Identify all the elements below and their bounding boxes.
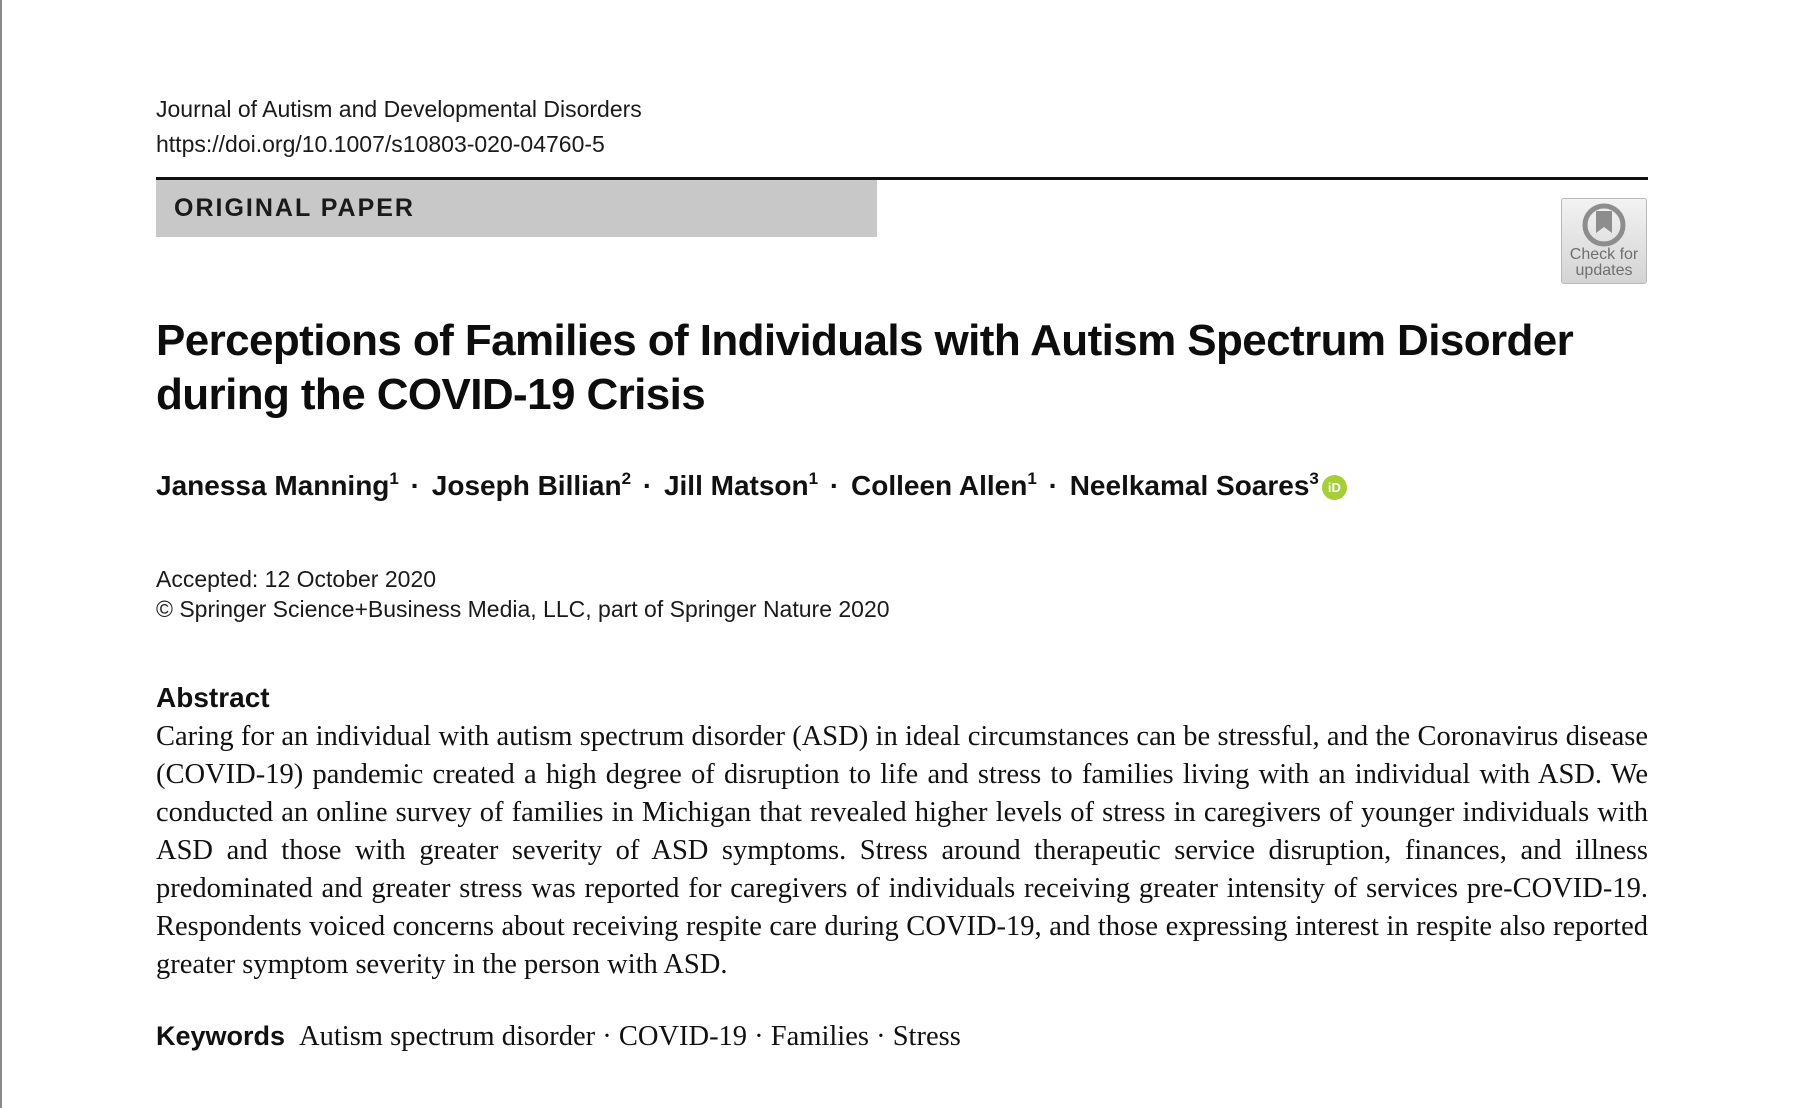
author-name[interactable]: Janessa Manning <box>156 470 390 501</box>
article-type-band: ORIGINAL PAPER <box>156 180 877 237</box>
orcid-icon[interactable]: iD <box>1322 475 1347 500</box>
author-separator: · <box>410 470 420 501</box>
author-name[interactable]: Colleen Allen <box>851 470 1028 501</box>
author-separator: · <box>642 470 653 501</box>
keywords-label: Keywords <box>156 1021 286 1051</box>
author-name[interactable]: Jill Matson <box>663 470 809 501</box>
article-title: Perceptions of Families of Individuals with Autism Spectrum Disorder during the COVID-19 Crisis <box>156 316 1574 419</box>
abstract-text: Caring for an individual with autism spectrum disorder (ASD) in ideal circumstances can be stressful, and the Coronavirus disease (COVID-19) pandemic created a high degree of disruption to life and stress to families living with an individual with ASD. We conducted an online survey of families in Michigan that revealed higher levels of stress in caregivers of younger individuals with ASD and those with greater severity of ASD symptoms. Stress around therapeutic service disruption, finances, and illness predominated and greater stress was reported for caregivers of individuals receiving greater intensity of services pre-COVID-19. Respondents voiced concerns about receiving respite care during COVID-19, and those expressing interest in respite also reported greater symptom severity in the person with ASD. <box>156 721 1648 980</box>
author-separator: · <box>829 470 840 501</box>
affiliation-marker: 1 <box>808 469 819 488</box>
check-for-updates-line1: Check for <box>1569 246 1639 263</box>
keywords-list: Autism spectrum disorder · COVID-19 · Families · Stress <box>299 1021 961 1052</box>
page-edge-divider <box>0 0 2 1108</box>
affiliation-marker: 1 <box>389 469 399 488</box>
keywords-line <box>156 1018 961 1055</box>
author-name[interactable]: Neelkamal Soares <box>1069 470 1310 501</box>
bookmark-icon <box>1581 203 1627 247</box>
copyright-notice: © Springer Science+Business Media, LLC, part of Springer Nature 2020 <box>156 596 890 622</box>
doi-link[interactable]: https://doi.org/10.1007/s10803-020-04760-5 <box>156 131 605 157</box>
author-separator: · <box>1048 470 1058 501</box>
check-for-updates-line2: updates <box>1575 262 1633 279</box>
author-list <box>156 469 1347 503</box>
affiliation-marker: 1 <box>1027 469 1037 488</box>
check-for-updates-button[interactable] <box>1561 198 1647 284</box>
abstract-heading: Abstract <box>156 682 270 713</box>
affiliation-marker: 3 <box>1309 469 1319 488</box>
affiliation-marker: 2 <box>621 469 632 488</box>
accepted-date: Accepted: 12 October 2020 <box>156 566 437 592</box>
author-name[interactable]: Joseph Billian <box>431 470 622 501</box>
journal-name: Journal of Autism and Developmental Disorders <box>156 96 642 122</box>
